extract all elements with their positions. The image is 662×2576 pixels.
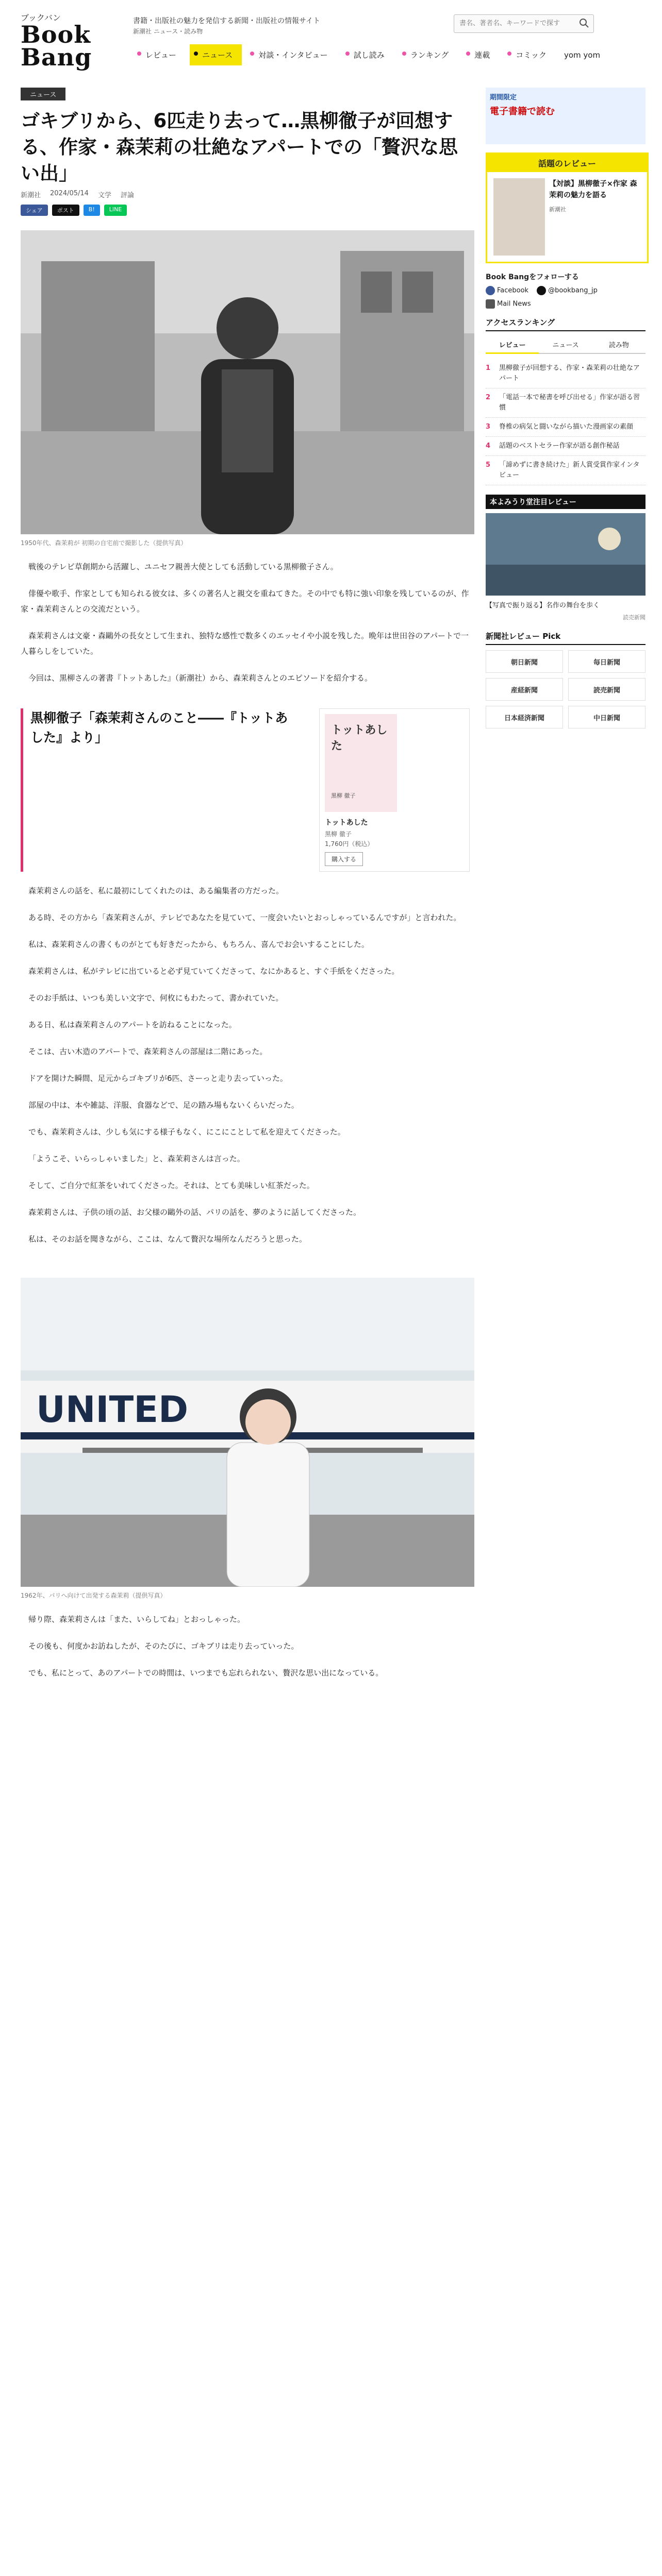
promo-text[interactable]: 【写真で振り返る】名作の舞台を歩く (486, 602, 600, 609)
body-paragraph: そこは、古い木造のアパートで、森茉莉さんの部屋は二階にあった。 (28, 1047, 268, 1056)
share-row (21, 205, 474, 216)
body-paragraph: 森茉莉さんの話を、私に最初にしてくれたのは、ある編集者の方だった。 (28, 886, 284, 895)
body-paragraph: ある時、その方から「森茉莉さんが、テレビであなたを見ていて、一度会いたいとおっしゃっているんですが」と言われた。 (28, 913, 461, 922)
ranking-block (486, 317, 646, 485)
rank-number: 2 (486, 394, 491, 401)
buy-button[interactable]: 購入する (325, 852, 363, 866)
book-title[interactable]: トットあした (325, 819, 368, 827)
article-meta (21, 190, 474, 199)
meta-tag[interactable]: 評論 (120, 192, 134, 199)
body-paragraph: 森茉莉さんは、子供の頃の話、お父様の鷗外の話、パリの話を、夢のように話してくださった。 (28, 1208, 361, 1217)
photo-caption: 1962年、パリへ向けて出発する森茉莉（提供写真） (21, 1592, 167, 1599)
logo-line-1: Book (21, 21, 91, 48)
mail-icon (486, 299, 495, 309)
sidebar-ad-banner[interactable] (486, 88, 646, 144)
article-photo-airport (21, 1278, 474, 1587)
partners-block (486, 631, 646, 728)
partner-logo[interactable]: 毎日新聞 (568, 650, 646, 673)
rank-number: 1 (486, 364, 491, 372)
ranking-item-text: 「諦めずに書き続けた」新人賞受賞作家インタビュー (499, 461, 640, 479)
nav-trial-read[interactable]: 試し読み (341, 44, 394, 65)
featured-review-cover[interactable] (493, 178, 545, 256)
rank-number: 4 (486, 442, 491, 450)
share-x-button[interactable]: ポスト (52, 205, 79, 216)
book-cover-author: 黒柳 徹子 (331, 792, 356, 799)
follow-x[interactable] (537, 286, 598, 295)
partner-logo[interactable]: 日本経済新聞 (486, 706, 563, 728)
partner-logo[interactable]: 読売新聞 (568, 678, 646, 701)
featured-review-head: 話題のレビュー (487, 154, 647, 172)
follow-facebook-label: Facebook (497, 286, 529, 295)
share-line-button[interactable]: LINE (104, 205, 127, 216)
featured-review-card[interactable] (486, 152, 649, 263)
share-facebook-button[interactable]: シェア (21, 205, 48, 216)
category-label[interactable]: ニュース (21, 88, 65, 100)
promo-image[interactable] (486, 513, 646, 596)
ranking-item-text: 話題のベストセラー作家が語る創作秘話 (499, 442, 620, 450)
photo-caption: 1950年代、森茉莉が 初期の自宅前で撮影した（提供写真） (21, 539, 187, 547)
nav-news[interactable]: ニュース (190, 44, 242, 65)
body-paragraph: ある日、私は森茉莉さんのアパートを訪ねることになった。 (28, 1020, 237, 1029)
tab-news[interactable]: ニュース (539, 336, 592, 354)
body-paragraph: そのお手紙は、いつも美しい文字で、何枚にもわたって、書かれていた。 (28, 993, 284, 1003)
body-paragraph: でも、私にとって、あのアパートでの時間は、いつまでも忘れられない、贅沢な思い出になっている。 (28, 1668, 384, 1677)
nav-serial[interactable]: 連載 (462, 44, 499, 65)
site-header (0, 0, 662, 88)
promo-block (486, 495, 646, 621)
article (21, 88, 474, 1681)
follow-x-label: @bookbang_jp (548, 286, 598, 295)
meta-date: 2024/05/14 (50, 190, 89, 197)
book-author: 黒柳 徹子 (325, 831, 352, 838)
follow-title: Book Bangをフォローする (486, 273, 579, 281)
body-paragraph: その後も、何度かお訪ねしたが、そのたびに、ゴキブリは走り去っていった。 (28, 1641, 299, 1651)
nav-review[interactable]: レビュー (133, 44, 186, 65)
ranking-item[interactable] (486, 418, 646, 437)
partners-title: 新聞社レビュー Pick (486, 631, 646, 645)
book-card[interactable] (319, 708, 470, 872)
svg-text:UNITED: UNITED (36, 1388, 189, 1431)
follow-mail-label: Mail News (497, 300, 531, 308)
search-box[interactable] (454, 14, 594, 33)
nav-ranking[interactable]: ランキング (398, 44, 458, 65)
body-paragraph: 「ようこそ、いらっしゃいました」と、森茉莉さんは言った。 (28, 1154, 245, 1163)
body-paragraph: 私は、そのお話を聞きながら、ここは、なんて贅沢な場所なんだろうと思った。 (28, 1234, 307, 1244)
search-icon[interactable] (579, 18, 589, 28)
site-logo[interactable] (21, 11, 98, 78)
body-paragraph: 部屋の中は、本や雑誌、洋服、食器などで、足の踏み場もないくらいだった。 (28, 1100, 299, 1110)
meta-publisher[interactable]: 新潮社 (21, 192, 41, 199)
ranking-item[interactable] (486, 437, 646, 456)
partner-logo[interactable]: 中日新聞 (568, 706, 646, 728)
nav-comic[interactable]: コミック (503, 44, 556, 65)
ranking-tabs (486, 336, 646, 354)
ranking-list (486, 359, 646, 485)
intro-paragraph: 俳優や歌手、作家としても知られる彼女は、多くの著名人と親交を重ねてきた。その中でも特に強い印象を残しているのが、作家・森茉莉さんとの交流だという。 (21, 589, 469, 614)
follow-facebook[interactable] (486, 286, 528, 295)
follow-links (486, 286, 646, 295)
body-paragraph: 森茉莉さんは、私がテレビに出ていると必ず見ていてくださって、なにかあると、すぐ手紙をくださった。 (28, 967, 400, 976)
rank-number: 3 (486, 423, 491, 431)
meta-tag[interactable]: 文学 (97, 192, 111, 199)
intro-paragraph: 森茉莉さんは文豪・森鷗外の長女として生まれ、独特な感性で数多くのエッセイや小説を残した。晩年は世田谷のアパートで一人暮らしをしていた。 (21, 631, 469, 656)
featured-review-title-text: 【対談】黒柳徹子×作家 森茉莉の魅力を語る (549, 180, 637, 199)
logo-line-2: Bang (21, 43, 92, 71)
article-headline: ゴキブリから、6匹走り去って…黒柳徹子が回想する、作家・森茉莉の壮絶なアパートでの「贅沢な思い出」 (21, 110, 458, 184)
book-cover-title: トットあした (331, 723, 388, 753)
ranking-item-text: 黒柳徹子が回想する、作家・森茉莉の壮絶なアパート (499, 364, 640, 382)
ranking-item-text: 脊椎の病気と闘いながら描いた漫画家の素顔 (499, 423, 634, 431)
section-with-book (21, 708, 474, 872)
featured-review-title[interactable] (549, 178, 641, 256)
search-input[interactable] (454, 15, 583, 31)
ranking-item[interactable] (486, 359, 646, 388)
tab-review[interactable]: レビュー (486, 336, 539, 354)
logo-ruby: ブックバン (21, 13, 61, 23)
body-paragraph: そして、ご自分で紅茶をいれてくださった。それは、とても美味しい紅茶だった。 (28, 1181, 315, 1190)
facebook-icon (486, 286, 495, 295)
nav-interview[interactable]: 対談・インタビュー (246, 44, 337, 65)
tab-articles[interactable]: 読み物 (592, 336, 646, 354)
article-photo-main (21, 230, 474, 534)
ranking-item[interactable] (486, 388, 646, 418)
rank-number: 5 (486, 461, 491, 469)
intro-paragraph: 今回は、黒柳さんの著書『トットあした』（新潮社）から、森茉莉さんとのエピソードを紹介する。 (28, 673, 373, 683)
ranking-item[interactable] (486, 456, 646, 485)
section-heading: 黒柳徹子「森茉莉さんのこと――『トットあした』より」 (21, 708, 299, 872)
featured-review-author: 新潮社 (549, 206, 566, 213)
partner-grid (486, 650, 646, 728)
body-paragraph: ドアを開けた瞬間、足元からゴキブリが6匹、さーっと走り去っていった。 (28, 1074, 288, 1083)
nav-user[interactable]: yom yom (564, 50, 601, 60)
site-subline: 新潮社 ニュース・読み物 (133, 28, 203, 35)
ranking-item-text: 「電話一本で秘書を呼び出せる」作家が語る習慣 (499, 394, 640, 412)
x-icon (537, 286, 546, 295)
ad-subtitle: 電子書籍で読む (490, 106, 555, 117)
ad-tag: 期間限定 (490, 94, 517, 101)
ranking-title: アクセスランキング (486, 317, 646, 331)
body-paragraph: 帰り際、森茉莉さんは「また、いらしてね」とおっしゃった。 (28, 1615, 245, 1624)
follow-mail-row (486, 299, 646, 309)
intro-paragraph: 戦後のテレビ草創期から活躍し、ユニセフ親善大使としても活動している黒柳徹子さん。 (28, 562, 338, 571)
body-paragraph: 私は、森茉莉さんの書くものがとても好きだったから、もちろん、喜んでお会いすることにした。 (28, 940, 369, 949)
street-photo-illustration (21, 230, 474, 534)
book-cover[interactable] (325, 714, 397, 812)
body-paragraph: でも、森茉莉さんは、少しも気にする様子もなく、にこにことして私を迎えてくださった。 (28, 1127, 345, 1137)
sidebar (486, 88, 646, 728)
promo-title: 本よみうり堂注目レビュー (486, 495, 646, 509)
main-nav (133, 44, 604, 65)
airport-photo-illustration (21, 1278, 474, 1587)
follow-mail[interactable] (486, 299, 531, 309)
promo-source: 読売新聞 (623, 614, 646, 621)
site-tagline: 書籍・出版社の魅力を発信する新聞・出版社の情報サイト (133, 17, 321, 25)
book-price: 1,760円（税込） (325, 840, 374, 848)
share-hatena-button[interactable]: B! (84, 205, 100, 216)
partner-logo[interactable]: 産経新聞 (486, 678, 563, 701)
partner-logo[interactable]: 朝日新聞 (486, 650, 563, 673)
